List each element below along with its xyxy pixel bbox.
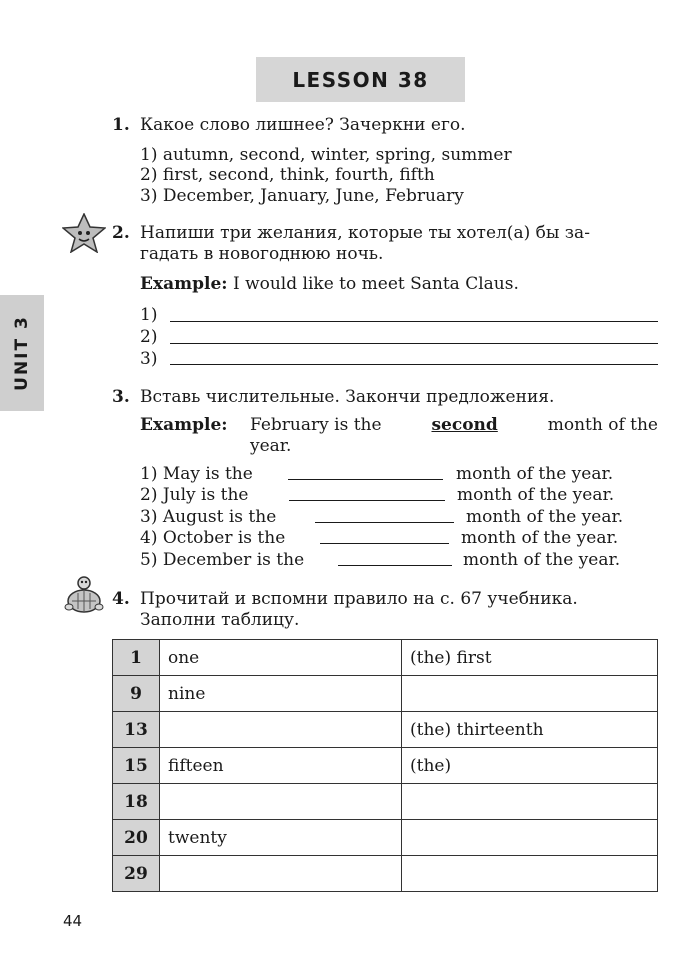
lesson-title xyxy=(256,57,465,102)
ex1-instruction: Какое слово лишнее? Зачеркни его. xyxy=(140,115,466,135)
ex4-instruction-text: Прочитай и вспомни правило на с. 67 учебника. xyxy=(140,589,578,609)
table-cell-cardinal[interactable] xyxy=(160,712,402,748)
ex3-sentence-5-prefix: 5) December is the xyxy=(140,550,305,570)
table-cell-ordinal[interactable]: (the) xyxy=(402,748,658,784)
ex3-example-answer: second xyxy=(431,415,498,435)
ex3-sentence-5-blank[interactable] xyxy=(338,565,452,566)
ex2-number: 2. xyxy=(112,223,130,243)
ex3-example-pre: February is the xyxy=(250,415,382,435)
table-row xyxy=(113,784,658,820)
ex4-number: 4. xyxy=(112,589,130,609)
ex3-example-post: month of the xyxy=(547,415,658,435)
ex3-sentence-1-prefix: 1) May is the xyxy=(140,464,253,484)
ex3-sentence-2-suffix: month of the year. xyxy=(457,485,615,505)
ex1-number: 1. xyxy=(112,115,130,135)
table-row xyxy=(113,712,658,748)
ex1-item-1: 1) autumn, second, winter, spring, summer xyxy=(140,145,512,165)
ex3-sentence-1-blank[interactable] xyxy=(288,479,443,480)
ex3-sentence-4-suffix: month of the year. xyxy=(461,528,619,548)
table-cell-number: 13 xyxy=(113,712,160,748)
table-cell-cardinal[interactable] xyxy=(160,784,402,820)
table-cell-cardinal[interactable]: fifteen xyxy=(160,748,402,784)
ex3-sentence-5-suffix: month of the year. xyxy=(463,550,621,570)
ex3-sentence-4-prefix: 4) October is the xyxy=(140,528,286,548)
table-cell-ordinal[interactable]: (the) thirteenth xyxy=(402,712,658,748)
ex4-instruction-line2: Заполни таблицу. xyxy=(140,610,300,630)
ex3-sentence-3-blank[interactable] xyxy=(315,522,454,523)
table-row xyxy=(113,748,658,784)
table-cell-cardinal[interactable] xyxy=(160,856,402,892)
table-row xyxy=(113,856,658,892)
unit-tab-label: UNIT 3 xyxy=(12,315,32,391)
ex3-instruction: Вставь числительные. Закончи предложения. xyxy=(140,387,555,407)
star-character-icon xyxy=(62,213,106,253)
table-cell-cardinal[interactable]: twenty xyxy=(160,820,402,856)
ex2-example xyxy=(140,274,519,294)
table-row xyxy=(113,820,658,856)
table-cell-ordinal[interactable]: (the) first xyxy=(402,640,658,676)
ex2-blank-line-2[interactable] xyxy=(170,343,658,344)
table-cell-number: 20 xyxy=(113,820,160,856)
table-row xyxy=(113,640,658,676)
ex2-instruction-line2: гадать в новогоднюю ночь. xyxy=(140,244,384,264)
ex2-blank-label-2: 2) xyxy=(140,327,158,347)
ex3-sentence-2-prefix: 2) July is the xyxy=(140,485,249,505)
tortoise-character-icon xyxy=(62,574,106,618)
table-cell-ordinal[interactable] xyxy=(402,820,658,856)
ex3-sentence-3-prefix: 3) August is the xyxy=(140,507,277,527)
page-number: 44 xyxy=(63,912,83,930)
ex3-sentence-2-blank[interactable] xyxy=(289,500,445,501)
ex2-blank-line-1[interactable] xyxy=(170,321,658,322)
table-cell-ordinal[interactable] xyxy=(402,676,658,712)
lesson-title-text: LESSON 38 xyxy=(292,67,429,92)
ex2-example-text: I would like to meet Santa Claus. xyxy=(232,274,519,294)
ex2-blank-label-1: 1) xyxy=(140,305,158,325)
table-cell-number: 1 xyxy=(113,640,160,676)
ex3-example-line2: year. xyxy=(250,436,292,456)
ex3-sentence-3-suffix: month of the year. xyxy=(466,507,624,527)
numbers-table xyxy=(112,639,658,892)
ex3-sentence-4-blank[interactable] xyxy=(320,543,449,544)
ex2-example-label: Example: xyxy=(140,274,228,294)
ex2-blank-label-3: 3) xyxy=(140,349,158,369)
table-cell-ordinal[interactable] xyxy=(402,784,658,820)
ex3-sentence-1-suffix: month of the year. xyxy=(456,464,614,484)
table-cell-cardinal[interactable]: one xyxy=(160,640,402,676)
table-cell-cardinal[interactable]: nine xyxy=(160,676,402,712)
ex1-item-3: 3) December, January, June, February xyxy=(140,186,464,206)
table-cell-number: 29 xyxy=(113,856,160,892)
ex4-instruction-line1 xyxy=(140,589,658,609)
ex3-example-line1 xyxy=(250,415,658,435)
ex3-example-label: Example: xyxy=(140,415,228,435)
table-row xyxy=(113,676,658,712)
table-cell-number: 18 xyxy=(113,784,160,820)
table-cell-number: 15 xyxy=(113,748,160,784)
table-cell-number: 9 xyxy=(113,676,160,712)
ex3-number: 3. xyxy=(112,387,130,407)
ex2-instruction-text: Напиши три желания, которые ты хотел(а) бы за- xyxy=(140,223,590,243)
unit-tab xyxy=(0,295,44,411)
ex2-blank-line-3[interactable] xyxy=(170,364,658,365)
ex1-item-2: 2) first, second, think, fourth, fifth xyxy=(140,165,435,185)
ex2-instruction-line1 xyxy=(140,223,658,243)
table-cell-ordinal[interactable] xyxy=(402,856,658,892)
